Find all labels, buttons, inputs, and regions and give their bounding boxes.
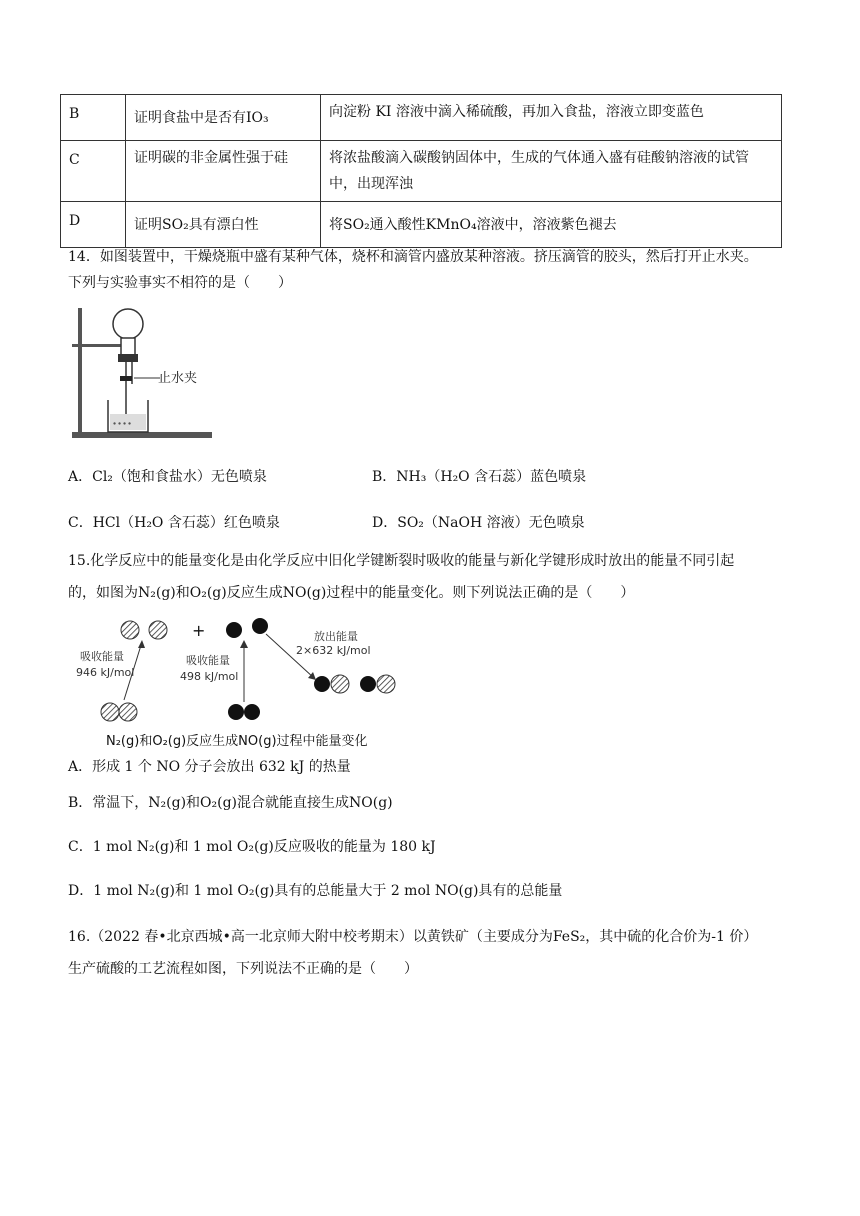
svg-text:∙∙∙∙: ∙∙∙∙ [112, 419, 133, 428]
table-row [61, 141, 782, 202]
q14-stem-line2: 下列与实验事实不相符的是（ ） [68, 275, 292, 291]
row-label: B [61, 95, 126, 141]
q14-option-b: B．NH₃（H₂O 含石蕊）蓝色喷泉 [372, 469, 587, 485]
q15-option-c: C．1 mol N₂(g)和 1 mol O₂(g)反应吸收的能量为 180 kJ [68, 839, 436, 855]
q14-option-a: A．Cl₂（饱和食盐水）无色喷泉 [68, 469, 267, 485]
q14-stem-line1: 14．如图装置中，干燥烧瓶中盛有某种气体，烧杯和滴管内盛放某种溶液。挤压滴管的胶头，然后打开止水夹。 [68, 249, 758, 265]
q15-option-a: A．形成 1 个 NO 分子会放出 632 kJ 的热量 [68, 759, 351, 775]
plus-sign: + [192, 621, 206, 640]
clamp-label: 止水夹 [158, 371, 198, 386]
q15-stem-line2: 的，如图为N₂(g)和O₂(g)反应生成NO(g)过程中的能量变化。则下列说法正确的是（ ） [68, 585, 635, 601]
row-purpose: 证明碳的非金属性强于硅 [126, 141, 321, 202]
row-method: 将SO₂通入酸性KMnO₄溶液中，溶液紫色褪去 [321, 202, 782, 248]
q15-option-b: B．常温下，N₂(g)和O₂(g)混合就能直接生成NO(g) [68, 795, 393, 811]
q16-stem-line1: 16.（2022 春•北京西城•高一北京师大附中校考期末）以黄铁矿（主要成分为FeS₂，其中硫的化合价为-1 价） [68, 929, 758, 945]
energy-change-figure [68, 612, 428, 732]
table-row [61, 202, 782, 248]
q14-option-d: D．SO₂（NaOH 溶液）无色喷泉 [372, 515, 585, 531]
absorb1-label: 吸收能量 [80, 650, 124, 663]
row-method: 向淀粉 KI 溶液中滴入稀硫酸，再加入食盐，溶液立即变蓝色 [321, 95, 782, 141]
absorb2-value: 498 kJ/mol [180, 670, 239, 683]
absorb2-label: 吸收能量 [186, 654, 230, 667]
release-label: 放出能量 [314, 630, 358, 643]
q15-option-d: D．1 mol N₂(g)和 1 mol O₂(g)具有的总能量大于 2 mol NO(g)具有的总能量 [68, 883, 563, 899]
absorb1-value: 946 kJ/mol [76, 666, 135, 679]
table-row [61, 95, 782, 141]
row-purpose: 证明SO₂具有漂白性 [126, 202, 321, 248]
row-purpose: 证明食盐中是否有IO₃ [126, 95, 321, 141]
row-label: C [61, 141, 126, 202]
release-value: 2×632 kJ/mol [296, 644, 371, 657]
figure-caption: N₂(g)和O₂(g)反应生成NO(g)过程中能量变化 [106, 734, 368, 749]
q15-stem-line1: 15.化学反应中的能量变化是由化学反应中旧化学键断裂时吸收的能量与新化学键形成时放出的能量不同引起 [68, 553, 735, 569]
row-method: 将浓盐酸滴入碳酸钠固体中，生成的气体通入盛有硅酸钠溶液的试管中，出现浑浊 [321, 141, 782, 202]
experiment-table [60, 94, 782, 248]
row-label: D [61, 202, 126, 248]
q16-stem-line2: 生产硫酸的工艺流程如图，下列说法不正确的是（ ） [68, 961, 418, 977]
q14-option-c: C．HCl（H₂O 含石蕊）红色喷泉 [68, 515, 280, 531]
fountain-apparatus-figure [68, 300, 218, 446]
